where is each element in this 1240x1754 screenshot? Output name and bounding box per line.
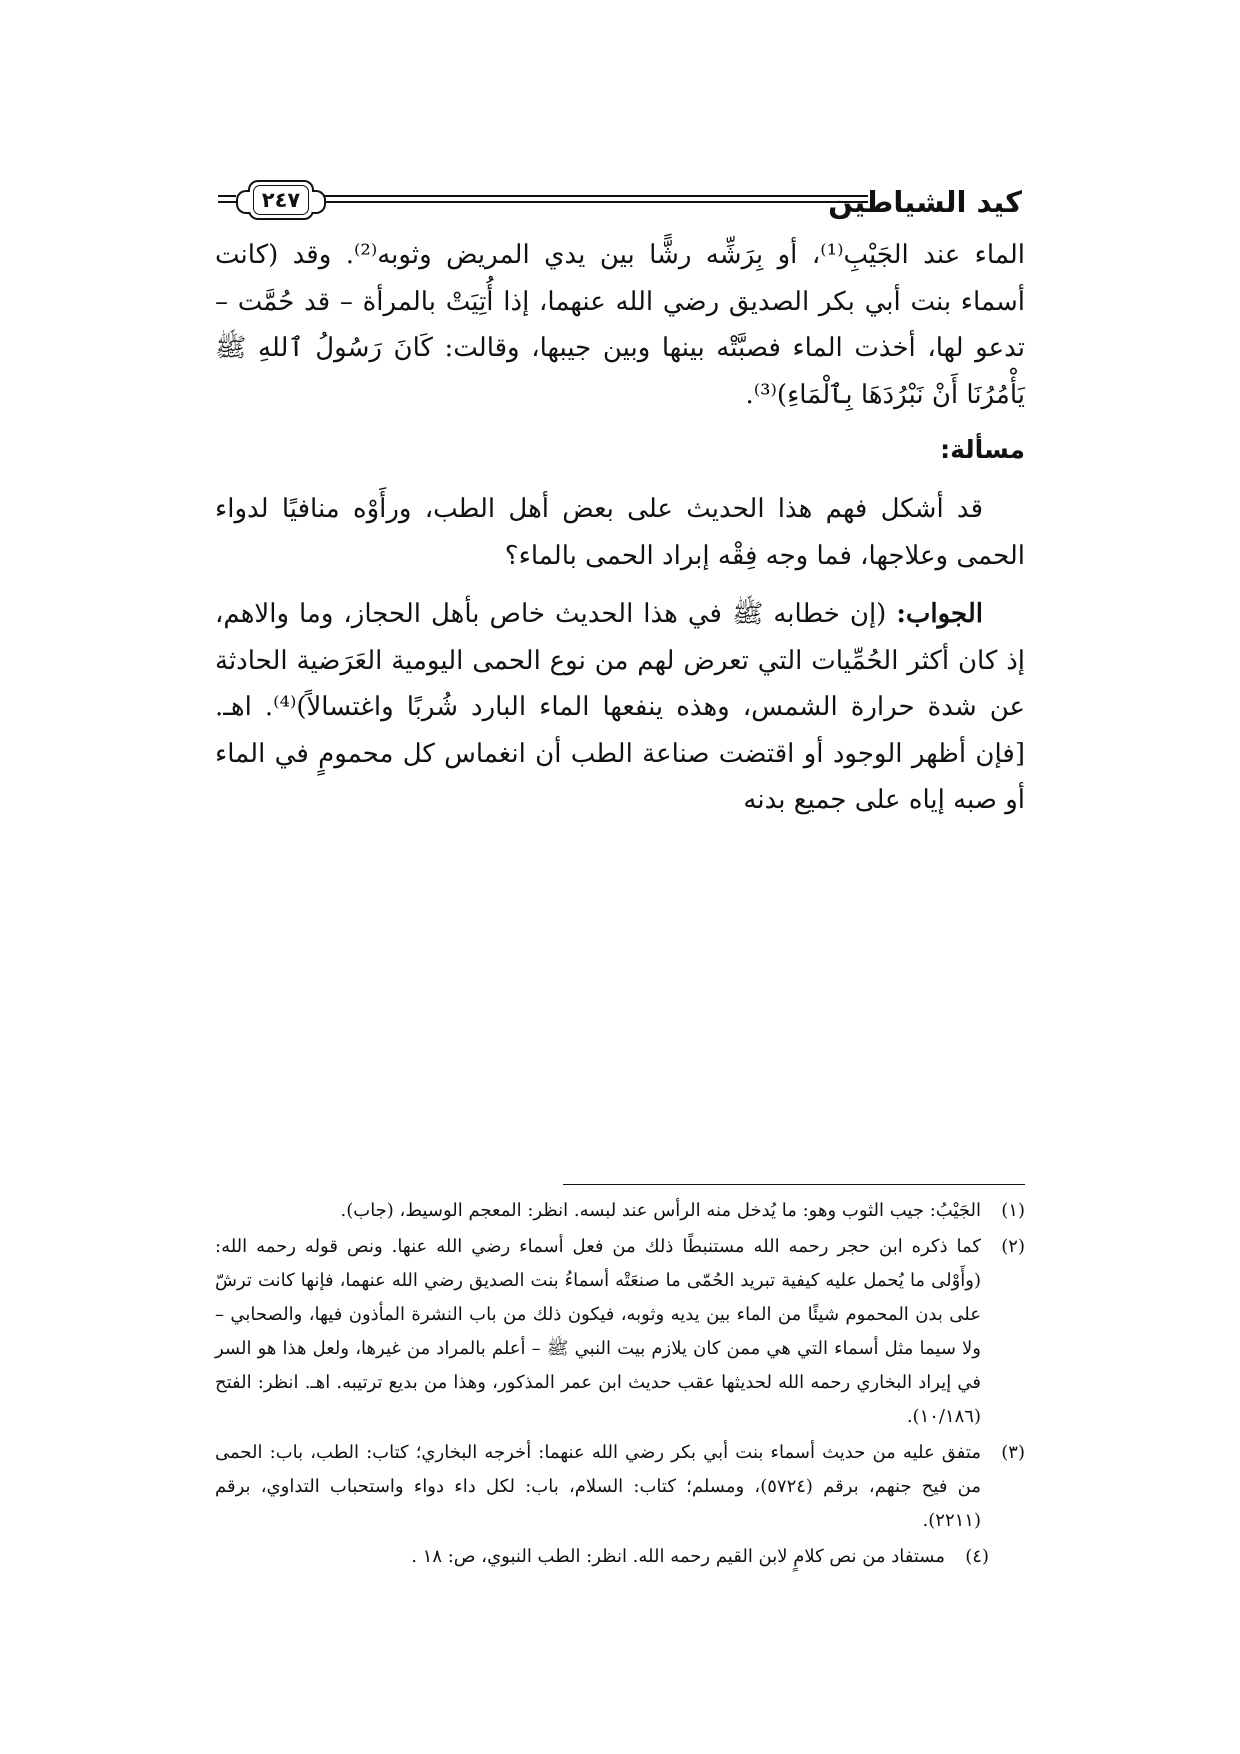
footnote-2 <box>215 1230 1025 1434</box>
footnote-number: (٢) <box>1001 1236 1025 1257</box>
page-header <box>218 180 1022 224</box>
paragraph-2: قد أشكل فهم هذا الحديث على بعض أهل الطب، ورأَوْه منافيًا لدواء الحمى وعلاجها، فما وجه فِقْه إبراد الحمى بالماء؟ <box>215 494 1025 571</box>
footnote-3 <box>215 1436 1025 1538</box>
header-rule-top <box>323 195 868 197</box>
badge-ornament-left <box>236 190 250 214</box>
footnote-separator <box>563 1184 1025 1185</box>
footnote-text: كما ذكره ابن حجر رحمه الله مستنبطًا ذلك من فعل أسماء رضي الله عنها. ونص قوله رحمه الله: (وأَوْلى ما يُحمل عليه كيفية تبريد الحُمّى ما صنعَتْه أسماءُ بنت الصديق رضي الله عنهما، فإنها كانت ترشّ على بدن المحموم شيئًا من الماء بين يديه وثوبه، فيكون ذلك من باب النشرة المأذون فيها، والصحابي – ولا سيما مثل أسماء التي هي ممن كان يلازم بيت النبي ﷺ – أعلم بالمراد من غيرها، ولعل هذا هو السر في إيراد البخاري رحمه الله لحديثها عقب حديث ابن عمر المذكور، وهذا من بديع ترتيبه. اهـ. انظر: الفتح (١٠/١٨٦). <box>215 1236 981 1427</box>
footnote-text: مستفاد من نص كلامٍ لابن القيم رحمه الله. انظر: الطب النبوي، ص: ١٨ . <box>411 1546 945 1567</box>
header-rule-left-bottom <box>218 201 236 203</box>
footnote-number: (٤) <box>965 1546 989 1567</box>
badge-ornament-right <box>312 190 326 214</box>
main-text <box>215 232 1025 824</box>
footnote-1 <box>215 1194 1025 1228</box>
page-number: ٢٤٧ <box>261 188 301 212</box>
footnote-4 <box>215 1540 1025 1574</box>
header-rule-left-top <box>218 195 236 197</box>
footnotes <box>215 1194 1025 1576</box>
running-title: كيد الشياطين <box>828 185 1022 219</box>
footnote-number: (١) <box>1001 1200 1025 1221</box>
footnote-number: (٣) <box>1001 1442 1025 1463</box>
page-number-badge <box>248 180 314 220</box>
paragraph-3 <box>215 591 1025 824</box>
answer-text: (إن خطابه ﷺ في هذا الحديث خاص بأهل الحجاز، وما والاهم، إذ كان أكثر الحُمِّيات التي تعرض لهم من نوع الحمى اليومية العَرَضية الحادثة عن شدة حرارة الشمس، وهذه ينفعها الماء البارد شُربًا واغتسالاً)⁽⁴⁾. اهـ. [فإن أظهر الوجود أو اقتضت صناعة الطب أن انغماس كل محمومٍ في الماء أو صبه إياه على جميع بدنه <box>215 599 1026 815</box>
paragraph-1: الماء عند الجَيْبِ⁽¹⁾، أو بِرَشِّه رشًّا بين يدي المريض وثوبه⁽²⁾. وقد (كانت أسماء بنت أبي بكر الصديق رضي الله عنهما، إذا أُتِيَتْ بالمرأة – قد حُمَّت – تدعو لها، أخذت الماء فصبَّتْه بينها وبين جيبها، وقالت: كَانَ رَسُولُ ٱللهِ ﷺ يَأْمُرُنَا أَنْ نَبْرُدَهَا بِٱلْمَاءِ)⁽³⁾. <box>215 240 1026 410</box>
section-heading: مسألة: <box>940 435 1025 464</box>
footnote-text: الجَيْبُ: جيب الثوب وهو: ما يُدخل منه الرأس عند لبسه. انظر: المعجم الوسيط، (جاب). <box>340 1200 981 1221</box>
footnote-text: متفق عليه من حديث أسماء بنت أبي بكر رضي الله عنهما: أخرجه البخاري؛ كتاب: الطب، باب: الحمى من فيح جنهم، برقم (٥٧٢٤)، ومسلم؛ كتاب: السلام، باب: لكل داء دواء واستحباب التداوي، برقم (٢٢١١). <box>215 1442 982 1531</box>
header-rule-bottom <box>323 201 868 203</box>
answer-label: الجواب: <box>896 599 983 629</box>
